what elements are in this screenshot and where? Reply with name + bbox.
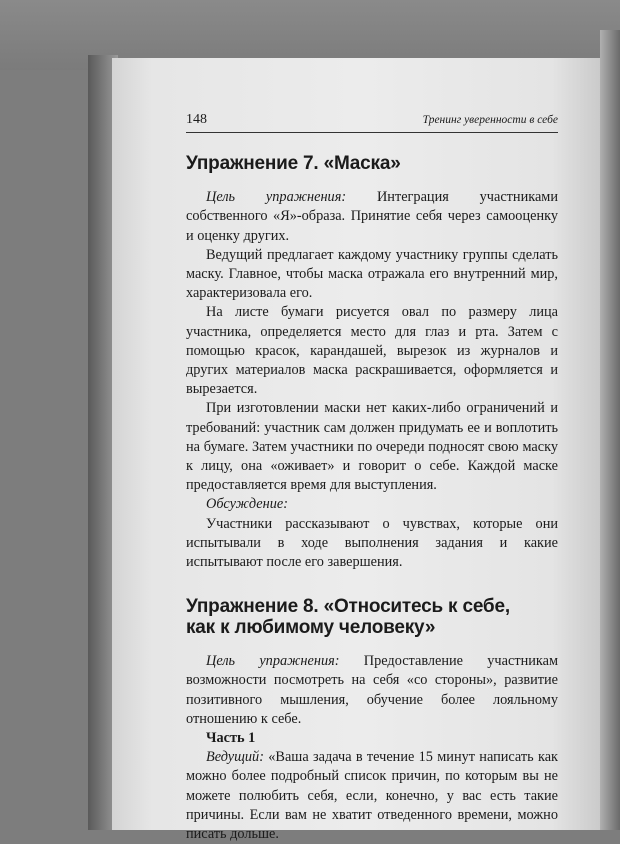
exercise-8-title-line-2: как к любимому человеку» (186, 617, 436, 639)
goal-label: Цель упражнения: (206, 653, 340, 670)
exercise-7-paragraph-3: При изготовлении маски нет каких-либо ограничений и требований: участник сам должен придумать ее и воплотить на бумаге. Затем участники по очереди подносят свою маску к лицу, она «оживает» и говорит о себе. Каждой маске предоставляется время для выступления. (186, 400, 558, 494)
running-header (186, 110, 558, 133)
discussion-text: Участники рассказывают о чувствах, которые они испытывали в ходе выполнения задания и какие испытывают после его завершения. (186, 515, 558, 571)
exercise-8-title-line-1: Упражнение 8. «Относитесь к себе, (186, 596, 510, 618)
page-number: 148 (186, 112, 207, 127)
exercise-7-title: Упражнение 7. «Маска» (186, 153, 401, 175)
part-1-label: Часть 1 (206, 730, 256, 747)
exercise-8-title (186, 596, 558, 638)
leader-text: «Ваша задача в течение 15 минут написать как можно более подробный список причин, по которым вы не можете полюбить себя, если, конечно, у вас есть такие причины. Если вам не хватит отведенного времени, можно писать дольше. (186, 749, 558, 843)
page-content (186, 110, 558, 844)
page-edge-shadow (600, 30, 620, 830)
goal-label: Цель упражнения: (206, 189, 347, 206)
discussion-label: Обсуждение: (206, 496, 288, 513)
exercise-7-paragraph-2: На листе бумаги рисуется овал по размеру лица участника, определяется место для глаз и рта. Затем с помощью красок, карандашей, вырезок из журналов и других материалов маска раскрашивается, оформляется и вырезается. (186, 304, 558, 398)
goal-text: Интеграция участниками собственного «Я»-образа. Принятие себя через самооценку и оценку других. (186, 189, 559, 244)
goal-text: Предоставление участникам возможности посмотреть на себя «со стороны», развитие позитивного мышления, обучение более лояльному отношению к себе. (186, 653, 558, 727)
exercise-8-goal (186, 652, 558, 729)
leader-label: Ведущий: (206, 749, 264, 766)
exercise-7-goal (186, 188, 558, 246)
exercise-7-paragraph-1: Ведущий предлагает каждому участнику группы сделать маску. Главное, чтобы маска отражала его внутренний мир, характеризовала его. (186, 246, 558, 302)
running-title: Тренинг уверенности в себе (422, 114, 558, 126)
